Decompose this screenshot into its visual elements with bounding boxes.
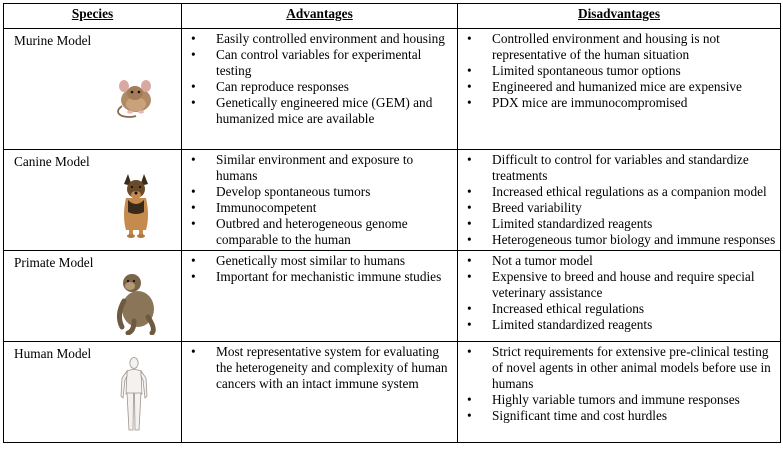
list-item: • Can control variables for experimental testing	[188, 47, 453, 79]
disadvantages-cell	[458, 29, 781, 150]
list-item: • Easily controlled environment and housing	[188, 31, 453, 47]
list-item: • Controlled environment and housing is not representative of the human situation	[464, 31, 776, 63]
list-item: • Genetically engineered mice (GEM) and humanized mice are available	[188, 95, 453, 127]
list-item: • Important for mechanistic immune studies	[188, 269, 453, 285]
list-item: • Breed variability	[464, 200, 776, 216]
list-item: • Increased ethical regulations	[464, 301, 776, 317]
list-item: • Heterogeneous tumor biology and immune responses	[464, 232, 776, 248]
disadvantages-cell	[458, 251, 781, 342]
advantages-list	[188, 344, 453, 392]
list-item: • Limited spontaneous tumor options	[464, 63, 776, 79]
list-item: • Highly variable tumors and immune responses	[464, 392, 776, 408]
list-item: • Increased ethical regulations as a companion model	[464, 184, 776, 200]
list-item: • Outbred and heterogeneous genome comparable to the human	[188, 216, 453, 248]
list-item: • Limited standardized reagents	[464, 317, 776, 333]
comparison-table	[3, 3, 781, 443]
list-item: • Strict requirements for extensive pre-clinical testing of novel agents in other animal models before use in humans	[464, 344, 776, 392]
disadvantages-list	[464, 344, 776, 424]
disadvantages-cell	[458, 342, 781, 443]
advantages-cell	[182, 251, 458, 342]
list-item: • Similar environment and exposure to humans	[188, 152, 453, 184]
advantages-cell	[182, 29, 458, 150]
list-item: • PDX mice are immunocompromised	[464, 95, 776, 111]
advantages-list	[188, 31, 453, 127]
species-cell	[4, 29, 182, 150]
human-figure-image	[118, 356, 150, 434]
list-item: • Immunocompetent	[188, 200, 453, 216]
species-cell	[4, 150, 182, 251]
header-advantages: Advantages	[182, 4, 458, 29]
species-cell	[4, 342, 182, 443]
list-item: • Most representative system for evaluating the heterogeneity and complexity of human cancers with an intact immune system	[188, 344, 453, 392]
species-label: Murine Model	[14, 33, 92, 48]
list-item: • Not a tumor model	[464, 253, 776, 269]
header-row	[4, 4, 781, 29]
dog-image	[114, 172, 158, 240]
table-row	[4, 29, 781, 150]
header-species: Species	[4, 4, 182, 29]
list-item: • Expensive to breed and house and require special veterinary assistance	[464, 269, 776, 301]
disadvantages-list	[464, 253, 776, 333]
list-item: • Limited standardized reagents	[464, 216, 776, 232]
list-item: • Develop spontaneous tumors	[188, 184, 453, 200]
table-row	[4, 251, 781, 342]
species-cell	[4, 251, 182, 342]
list-item: • Genetically most similar to humans	[188, 253, 453, 269]
table-row	[4, 150, 781, 251]
advantages-cell	[182, 342, 458, 443]
monkey-image	[104, 269, 168, 335]
list-item: • Can reproduce responses	[188, 79, 453, 95]
species-label: Human Model	[14, 346, 92, 361]
disadvantages-cell	[458, 150, 781, 251]
list-item: • Difficult to control for variables and standardize treatments	[464, 152, 776, 184]
disadvantages-list	[464, 31, 776, 111]
mouse-image	[112, 74, 162, 120]
table-row	[4, 342, 781, 443]
advantages-list	[188, 253, 453, 285]
list-item: • Engineered and humanized mice are expensive	[464, 79, 776, 95]
advantages-list	[188, 152, 453, 248]
list-item: • Significant time and cost hurdles	[464, 408, 776, 424]
header-disadvantages: Disadvantages	[458, 4, 781, 29]
disadvantages-list	[464, 152, 776, 248]
species-label: Canine Model	[14, 154, 90, 169]
species-label: Primate Model	[14, 255, 94, 270]
advantages-cell	[182, 150, 458, 251]
